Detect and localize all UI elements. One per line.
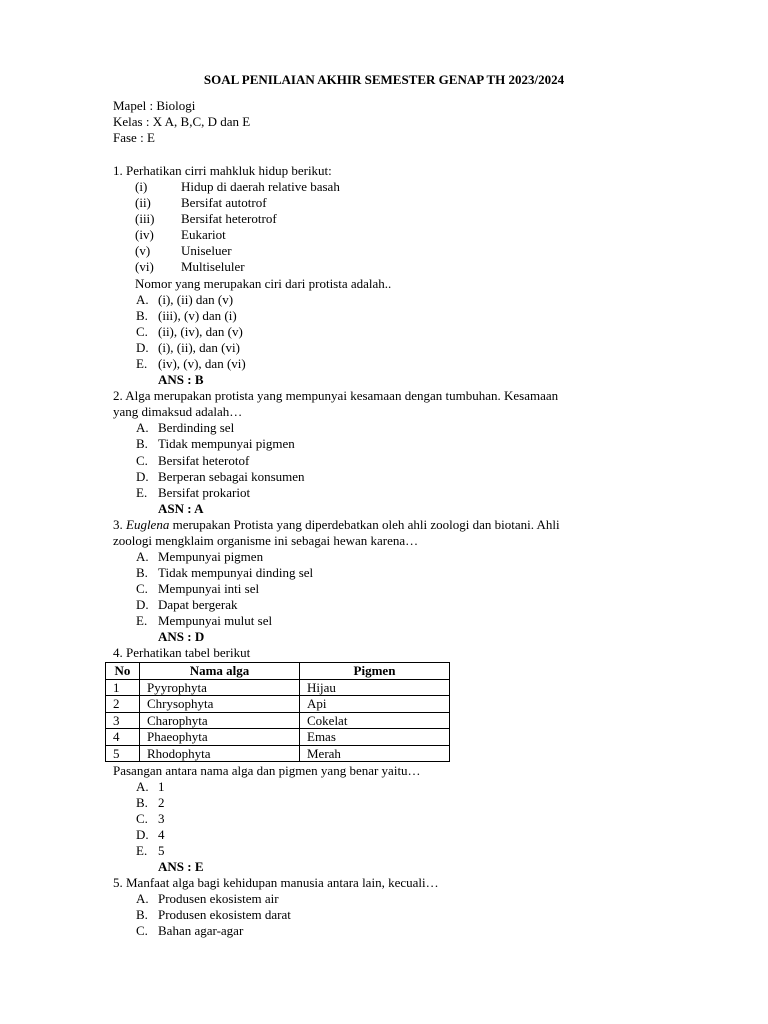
option-letter: C. xyxy=(136,923,148,938)
q1-item-text: Bersifat autotrof xyxy=(181,195,267,210)
option-text: Berperan sebagai konsumen xyxy=(158,469,305,484)
table-cell: Api xyxy=(300,696,450,713)
table-row xyxy=(106,712,450,729)
table-cell: Phaeophyta xyxy=(140,729,300,746)
option-letter: D. xyxy=(136,469,149,484)
option-letter: B. xyxy=(136,436,148,451)
option-text: Mempunyai mulut sel xyxy=(158,613,273,628)
question-3-number: 3. xyxy=(113,517,126,532)
table-row xyxy=(106,679,450,696)
table-row xyxy=(106,729,450,746)
q1-item-text: Bersifat heterotrof xyxy=(181,211,277,226)
question-1-stem: 1. Perhatikan cirri mahkluk hidup berikut: xyxy=(113,163,332,178)
subject-line: Mapel : Biologi xyxy=(113,98,196,113)
table-cell: Chrysophyta xyxy=(140,696,300,713)
option-letter: C. xyxy=(136,453,148,468)
table-row xyxy=(106,745,450,762)
question-3-stem-continued: zoologi mengklaim organisme ini sebagai hewan karena… xyxy=(113,533,419,548)
option-letter: D. xyxy=(136,597,149,612)
table-cell: Cokelat xyxy=(300,712,450,729)
question-3-stem xyxy=(113,517,560,533)
option-letter: C. xyxy=(136,811,148,826)
option-text: 3 xyxy=(158,811,165,826)
table-cell: Rhodophyta xyxy=(140,745,300,762)
algae-pigment-table xyxy=(105,662,450,762)
table-cell: Emas xyxy=(300,729,450,746)
phase-line: Fase : E xyxy=(113,130,155,145)
option-letter: B. xyxy=(136,308,148,323)
option-text: (ii), (iv), dan (v) xyxy=(158,324,243,339)
question-4-question: Pasangan antara nama alga dan pigmen yang benar yaitu… xyxy=(113,763,421,778)
table-header-row xyxy=(106,663,450,680)
table-cell: Pyyrophyta xyxy=(140,679,300,696)
q1-item-number: (v) xyxy=(135,243,151,258)
question-5-stem: 5. Manfaat alga bagi kehidupan manusia antara lain, kecuali… xyxy=(113,875,439,890)
option-text: Dapat bergerak xyxy=(158,597,238,612)
option-letter: D. xyxy=(136,827,149,842)
option-letter: D. xyxy=(136,340,149,355)
table-header-cell: Nama alga xyxy=(140,663,300,680)
question-2-stem: 2. Alga merupakan protista yang mempunyai kesamaan dengan tumbuhan. Kesamaan xyxy=(113,388,559,403)
option-text: Mempunyai inti sel xyxy=(158,581,260,596)
q1-item-number: (i) xyxy=(135,179,148,194)
question-3-answer: ANS : D xyxy=(158,629,205,644)
q1-item-text: Eukariot xyxy=(181,227,226,242)
option-text: (i), (ii) dan (v) xyxy=(158,292,234,307)
option-text: (i), (ii), dan (vi) xyxy=(158,340,240,355)
option-letter: A. xyxy=(136,891,149,906)
table-cell: Charophyta xyxy=(140,712,300,729)
option-letter: A. xyxy=(136,420,149,435)
option-text: Mempunyai pigmen xyxy=(158,549,264,564)
q1-item-number: (ii) xyxy=(135,195,151,210)
table-cell: 5 xyxy=(106,745,140,762)
q1-item-text: Hidup di daerah relative basah xyxy=(181,179,340,194)
option-text: Berdinding sel xyxy=(158,420,235,435)
option-text: Produsen ekosistem darat xyxy=(158,907,291,922)
option-text: 5 xyxy=(158,843,165,858)
option-text: (iv), (v), dan (vi) xyxy=(158,356,246,371)
q1-item-text: Multiseluler xyxy=(181,259,245,274)
option-text: (iii), (v) dan (i) xyxy=(158,308,237,323)
question-4-answer: ANS : E xyxy=(158,859,204,874)
option-letter: C. xyxy=(136,581,148,596)
table-cell: 4 xyxy=(106,729,140,746)
table-cell: Merah xyxy=(300,745,450,762)
q1-item-number: (iv) xyxy=(135,227,154,242)
option-letter: E. xyxy=(136,613,148,628)
option-letter: A. xyxy=(136,549,149,564)
question-1-answer: ANS : B xyxy=(158,372,204,387)
table-row xyxy=(106,696,450,713)
option-letter: E. xyxy=(136,356,148,371)
table-cell: 2 xyxy=(106,696,140,713)
option-text: Bahan agar-agar xyxy=(158,923,244,938)
table-header-cell: No xyxy=(106,663,140,680)
question-3-species-name: Euglena xyxy=(126,517,170,532)
table-cell: 3 xyxy=(106,712,140,729)
option-text: 4 xyxy=(158,827,165,842)
question-1-question: Nomor yang merupakan ciri dari protista adalah.. xyxy=(135,276,392,291)
table-cell: 1 xyxy=(106,679,140,696)
option-text: 2 xyxy=(158,795,165,810)
option-text: Bersifat prokariot xyxy=(158,485,251,500)
option-letter: A. xyxy=(136,292,149,307)
q1-item-number: (iii) xyxy=(135,211,155,226)
page-title: SOAL PENILAIAN AKHIR SEMESTER GENAP TH 2023/2024 xyxy=(203,72,565,87)
question-2-answer: ASN : A xyxy=(158,501,204,516)
question-4-stem: 4. Perhatikan tabel berikut xyxy=(113,645,251,660)
option-letter: C. xyxy=(136,324,148,339)
option-text: Bersifat heterotof xyxy=(158,453,250,468)
q1-item-text: Uniseluer xyxy=(181,243,232,258)
class-line: Kelas : X A, B,C, D dan E xyxy=(113,114,251,129)
option-letter: E. xyxy=(136,843,148,858)
option-letter: B. xyxy=(136,907,148,922)
question-3-stem-text: merupakan Protista yang diperdebatkan oleh ahli zoologi dan biotani. Ahli xyxy=(169,517,560,532)
question-2-stem-continued: yang dimaksud adalah… xyxy=(113,404,243,419)
option-letter: A. xyxy=(136,779,149,794)
table-header-cell: Pigmen xyxy=(300,663,450,680)
option-text: Produsen ekosistem air xyxy=(158,891,279,906)
option-letter: E. xyxy=(136,485,148,500)
option-text: 1 xyxy=(158,779,165,794)
option-text: Tidak mempunyai pigmen xyxy=(158,436,295,451)
option-text: Tidak mempunyai dinding sel xyxy=(158,565,314,580)
table-cell: Hijau xyxy=(300,679,450,696)
option-letter: B. xyxy=(136,565,148,580)
q1-item-number: (vi) xyxy=(135,259,154,274)
option-letter: B. xyxy=(136,795,148,810)
